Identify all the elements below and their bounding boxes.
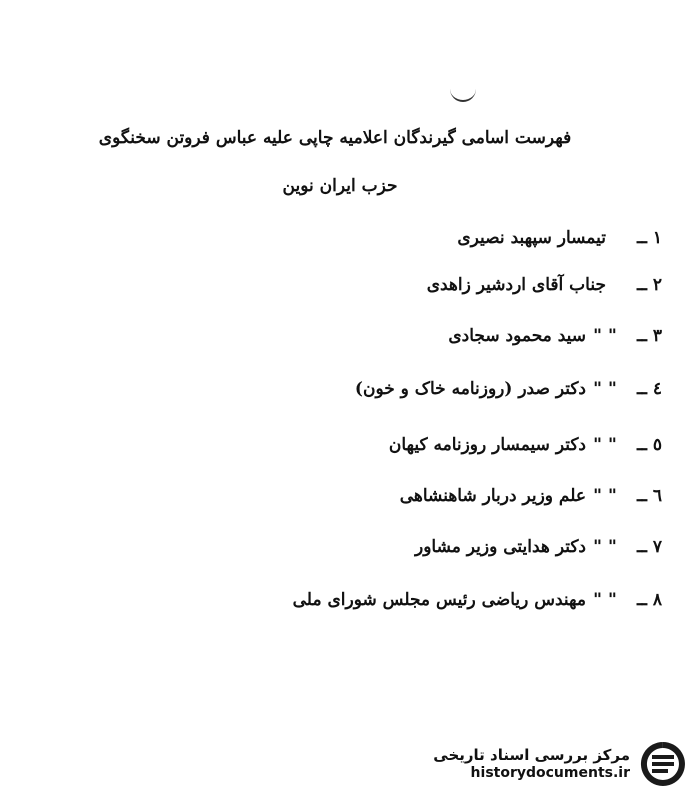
list-item <box>192 379 662 399</box>
ditto-mark: " " <box>593 537 617 557</box>
recipient-name: تیمسار سپهبد نصیری <box>457 228 606 248</box>
recipient-name: دکتر صدر (روزنامه خاک و خون) <box>354 379 586 399</box>
item-number: ۳ ــ <box>636 326 662 346</box>
item-number: ۱ ــ <box>636 228 662 248</box>
ditto-mark: " " <box>593 486 617 506</box>
item-number: ۸ ــ <box>636 590 662 610</box>
document-title-line2: حزب ایران نوین <box>282 176 398 196</box>
list-item <box>192 228 662 248</box>
list-item <box>192 326 662 346</box>
recipient-name: دکتر هدایتی وزیر مشاور <box>415 537 586 557</box>
document-stack-logo-icon <box>640 741 686 787</box>
recipient-name: مهندس ریاضی رئیس مجلس شورای ملی <box>292 590 586 610</box>
list-item <box>192 590 662 610</box>
page-top-mark <box>450 86 476 102</box>
list-item <box>192 275 662 295</box>
list-item <box>192 486 662 506</box>
recipient-name: علم وزیر دربار شاهنشاهی <box>399 486 586 506</box>
list-item <box>192 537 662 557</box>
item-number: ٥ ــ <box>636 435 662 455</box>
ditto-mark: " " <box>593 590 617 610</box>
ditto-mark: " " <box>593 326 617 346</box>
recipient-name: جناب آقای اردشیر زاهدی <box>426 275 606 295</box>
ditto-mark: " " <box>593 435 617 455</box>
item-number: ۷ ــ <box>636 537 662 557</box>
document-title-line1: فهرست اسامی گیرندگان اعلامیه چاپی علیه عباس فروتن سخنگوی <box>98 128 572 148</box>
ditto-mark: " " <box>593 379 617 399</box>
footer-url: historydocuments.ir <box>470 764 630 781</box>
item-number: ٦ ــ <box>636 486 662 506</box>
watermark-footer <box>433 741 686 787</box>
item-number: ۲ ــ <box>636 275 662 295</box>
recipient-name: سید محمود سجادی <box>448 326 586 346</box>
recipient-name: دکتر سیمسار روزنامه کیهان <box>388 435 586 455</box>
list-item <box>192 435 662 455</box>
item-number: ٤ ــ <box>636 379 662 399</box>
footer-brand: مرکز بررسی اسناد تاریخی <box>433 746 630 765</box>
